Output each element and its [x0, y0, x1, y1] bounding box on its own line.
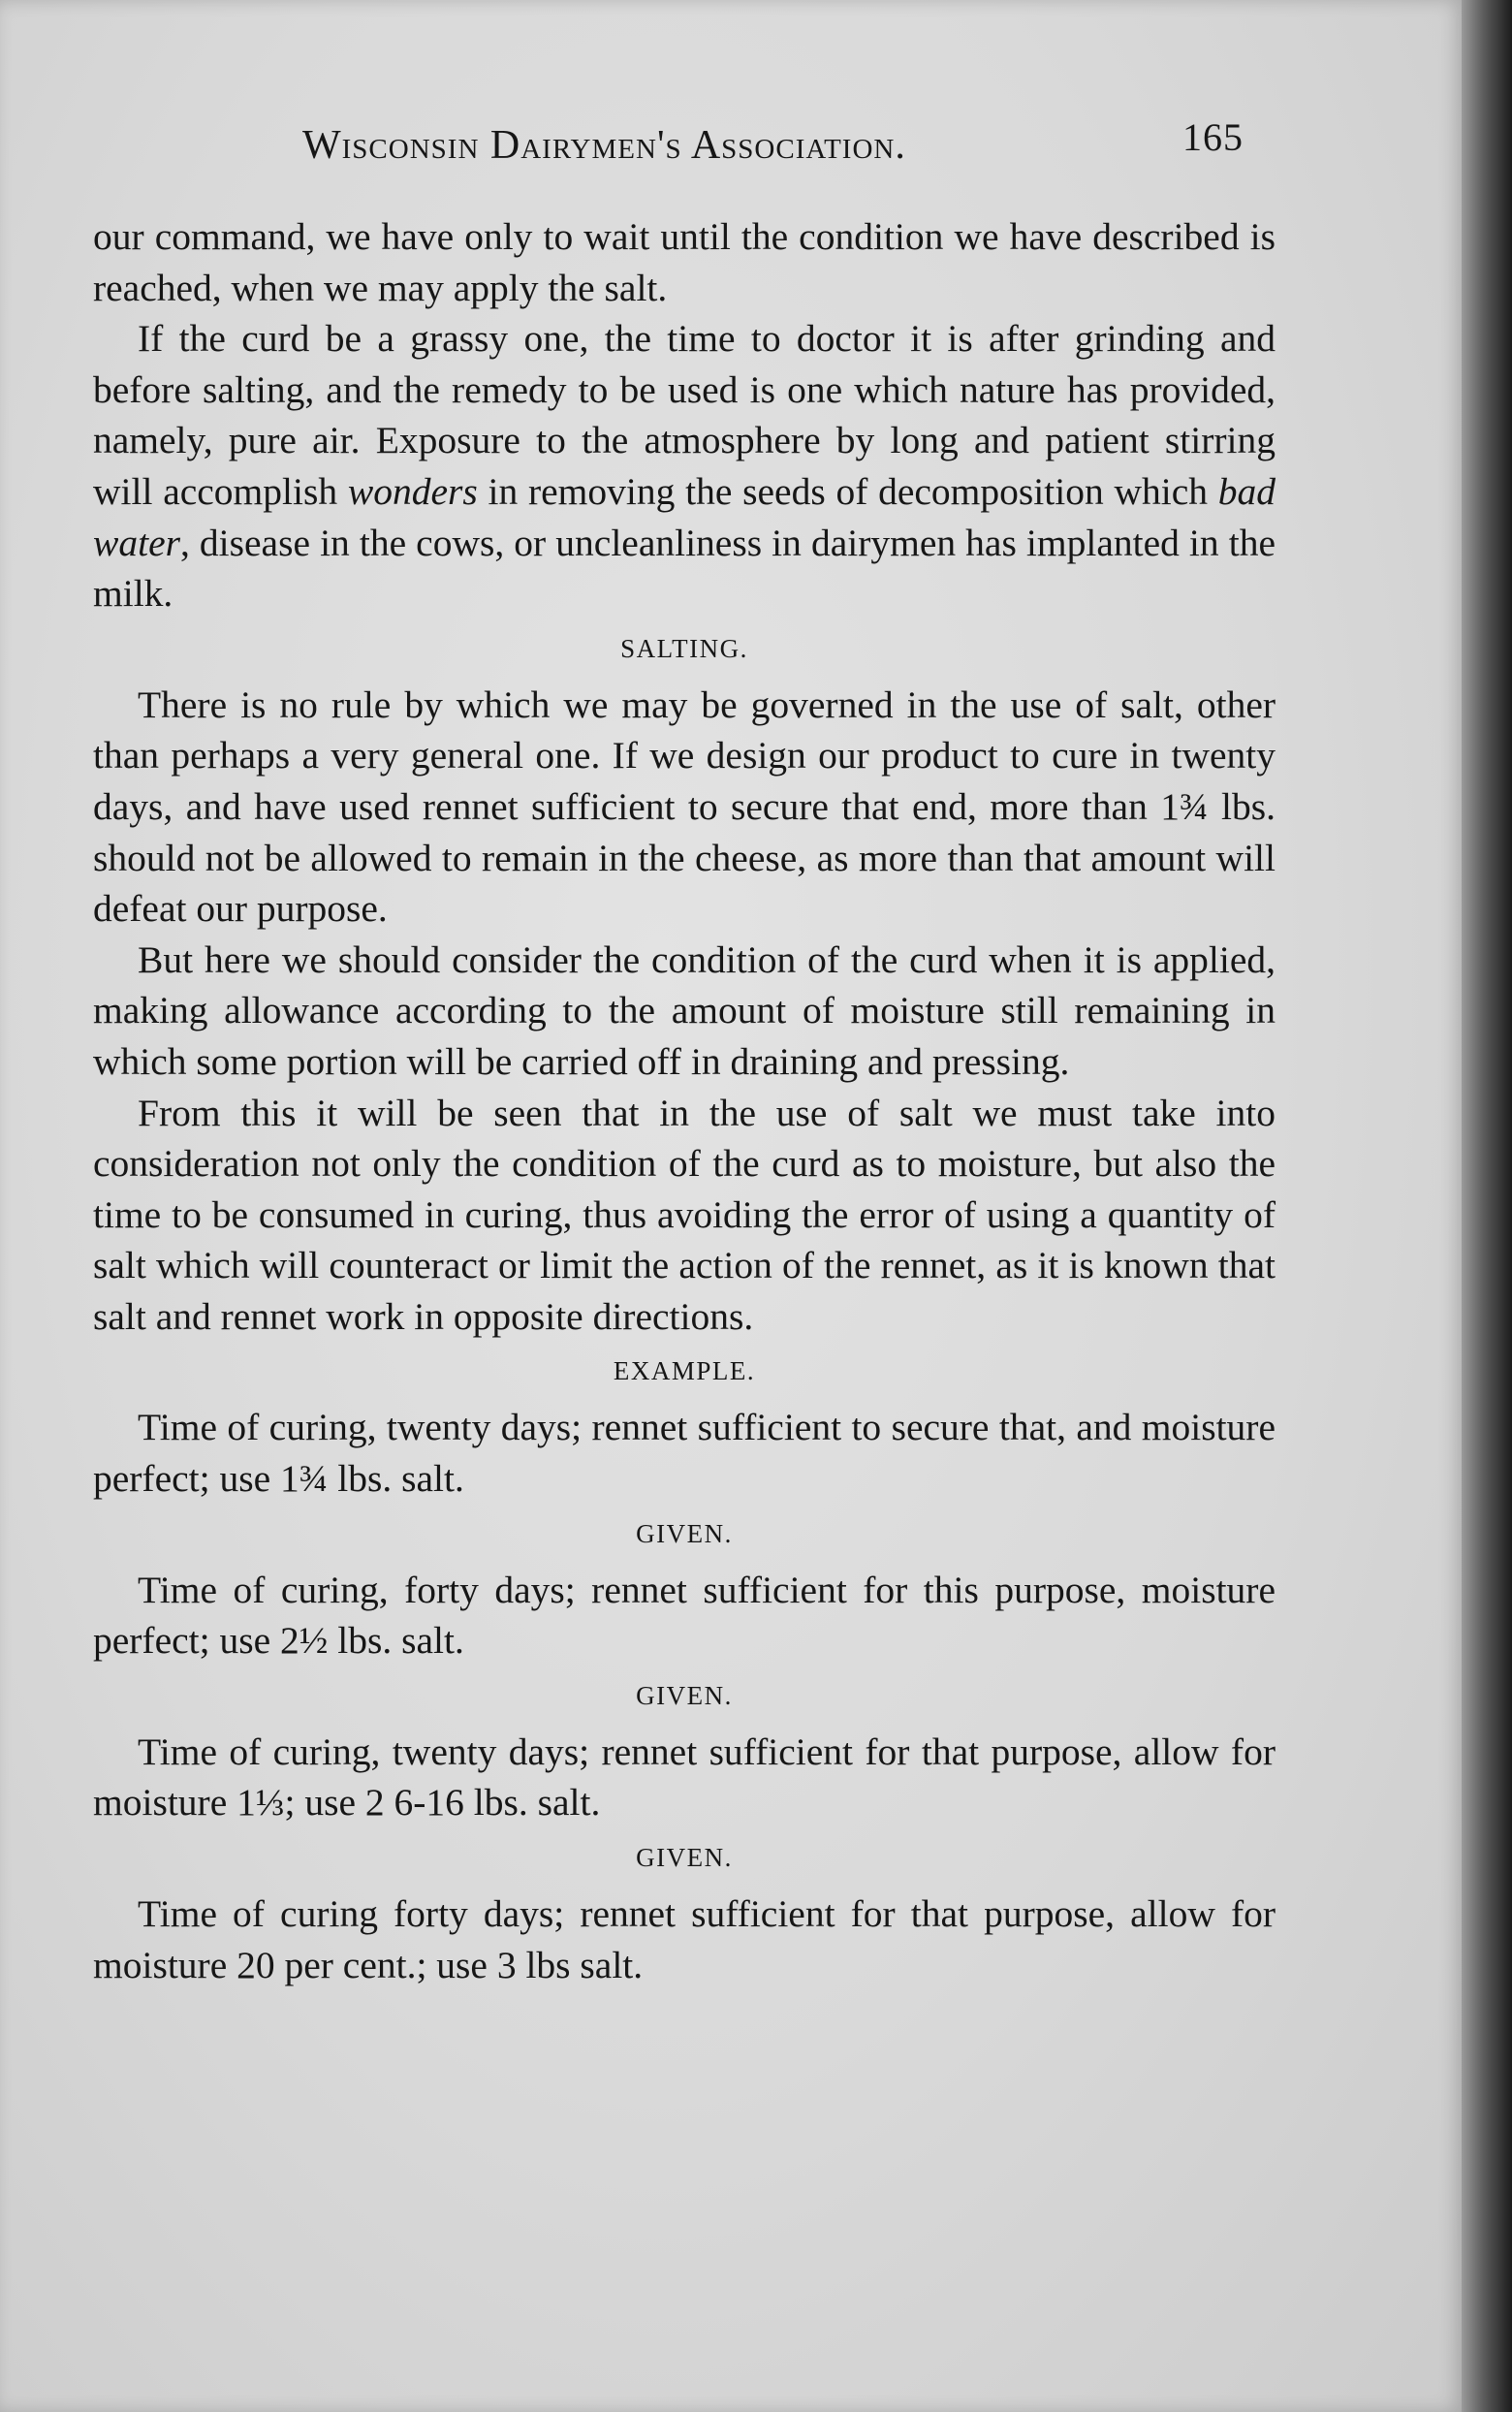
paragraph-grassy-curd: [93, 313, 1276, 619]
section-heading-salting: SALTING.: [620, 633, 748, 663]
paragraph-given-2: Time of curing, twenty days; rennet sufficient for that purpose, allow for moisture 1⅓; use 2 6-16 lbs. salt.: [93, 1730, 1276, 1825]
paragraph-text: If the curd be a grassy one, the time to doctor it is after grinding and before salting, and the remedy to be used is one which nature has provided, namely, pure air. Exposure to the atmosphere by long and patient stirring will accomplish: [93, 317, 1276, 513]
running-head: [302, 114, 1272, 173]
section-heading-given-3: GIVEN.: [636, 1843, 733, 1873]
paragraph-continued: our command, we have only to wait until the condition we have described is reached, when we may apply the salt.: [93, 215, 1276, 309]
paragraph-text: in removing the seeds of decomposition which: [477, 469, 1218, 513]
page-text: [93, 211, 1276, 1990]
section-heading-given-1: GIVEN.: [636, 1518, 733, 1548]
paragraph-example: Time of curing, twenty days; rennet sufficient to secure that, and moisture perfect; use 1¾ lbs. salt.: [93, 1406, 1276, 1501]
paragraph-text: , disease in the cows, or uncleanliness in dairymen has implanted in the milk.: [93, 521, 1276, 616]
section-heading-example: EXAMPLE.: [613, 1356, 756, 1386]
paragraph-moisture-time: From this it will be seen that in the use of salt we must take into consideration not only the condition of the curd as to moisture, but also the time to be consumed in curing, thus avoiding the error of using a quantity of salt which will counteract or limit the action of the rennet, as it is known that salt and rennet work in opposite directions.: [93, 1091, 1276, 1338]
page-number: 165: [1182, 115, 1244, 159]
paragraph-salt-rule: There is no rule by which we may be governed in the use of salt, other than perhaps a very general one. If we design our product to cure in twenty days, and have used rennet sufficient to secure that end, more than 1¾ lbs. should not be allowed to remain in the cheese, as more than that amount will defeat our purpose.: [93, 682, 1276, 931]
italic-wonders: wonders: [347, 469, 478, 513]
book-spine-shadow: [1462, 0, 1512, 2412]
paragraph-curd-condition: But here we should consider the condition of the curd when it is applied, making allowance according to the amount of moisture still remaining in which some portion will be carried off in draining and pressing.: [93, 937, 1276, 1083]
running-head-title: Wisconsin Dairymen's Association.: [302, 123, 906, 168]
section-heading-given-2: GIVEN.: [636, 1680, 733, 1710]
paragraph-given-1: Time of curing, forty days; rennet sufficient for this purpose, moisture perfect; use 2½ lbs. salt.: [93, 1568, 1276, 1663]
paragraph-given-3: Time of curing forty days; rennet sufficient for that purpose, allow for moisture 20 per cent.; use 3 lbs salt.: [93, 1892, 1276, 1986]
italic-bad-water: bad water: [93, 469, 1276, 564]
